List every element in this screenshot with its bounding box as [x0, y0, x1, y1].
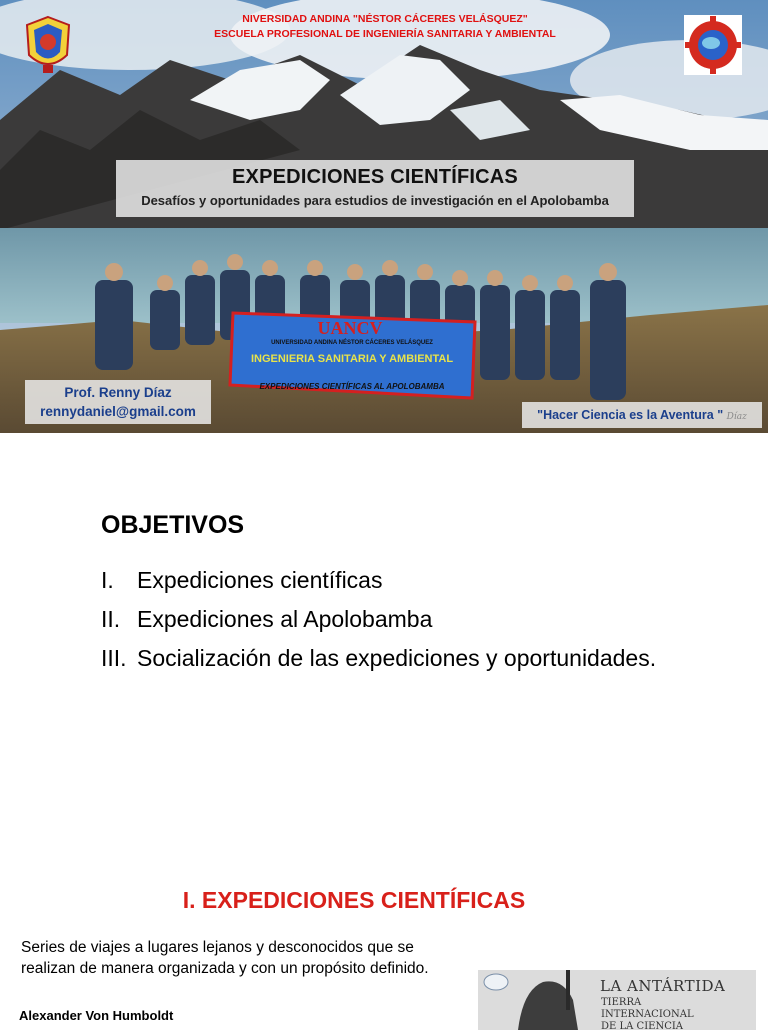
banner-university: UNIVERSIDAD ANDINA NÉSTOR CÁCERES VELÁSQUEZ — [271, 340, 433, 346]
school-name: ESCUELA PROFESIONAL DE INGENIERÍA SANITARIA Y AMBIENTAL — [214, 28, 556, 40]
list-item-number: II. — [101, 606, 121, 632]
motto-text: "Hacer Ciencia es la Aventura " — [537, 408, 724, 422]
title-box — [116, 160, 634, 217]
banner-expeditions: EXPEDICIONES CIENTÍFICAS AL APOLOBAMBA — [259, 382, 445, 391]
list-item-number: I. — [101, 567, 114, 593]
objectives-title: OBJETIVOS — [101, 511, 245, 539]
book-subtitle-line: INTERNACIONAL — [601, 1009, 694, 1020]
list-item-number: III. — [101, 645, 127, 671]
objectives-list — [101, 566, 661, 683]
scientific-expeditions-slide — [0, 865, 768, 1032]
university-crest-icon — [25, 15, 71, 75]
title-slide — [0, 0, 768, 433]
section-title: I. EXPEDICIONES CIENTÍFICAS — [182, 887, 526, 913]
definition-text: Series de viajes a lugares lejanos y desconocidos que se realizan de manera organizada y con un propósito definido. — [21, 939, 429, 977]
banner-school: INGENIERIA SANITARIA Y AMBIENTAL — [250, 353, 454, 365]
motto-box — [522, 402, 762, 428]
book-subtitle-line: TIERRA — [601, 997, 642, 1008]
list-item — [101, 566, 661, 594]
antarctica-book-cover — [478, 970, 756, 1030]
author-name: Prof. Renny Díaz — [64, 385, 172, 400]
objectives-slide — [0, 433, 768, 865]
list-item-text: Expediciones científicas — [137, 567, 383, 593]
presentation-subtitle: Desafíos y oportunidades para estudios de investigación en el Apolobamba — [141, 193, 609, 208]
list-item-text: Socialización de las expediciones y oportunidades. — [137, 645, 657, 671]
author-box — [25, 380, 211, 424]
university-name: NIVERSIDAD ANDINA "NÉSTOR CÁCERES VELÁSQUEZ" — [242, 13, 528, 25]
presentation-title: EXPEDICIONES CIENTÍFICAS — [232, 166, 518, 188]
list-item — [101, 644, 661, 672]
university-header — [150, 12, 620, 42]
list-item — [101, 605, 661, 633]
author-email: rennydaniel@gmail.com — [40, 404, 196, 419]
book-title: LA ANTÁRTIDA — [600, 977, 726, 995]
banner-acronym: UANCV — [317, 318, 383, 338]
list-item-text: Expediciones al Apolobamba — [137, 606, 433, 632]
book-subtitle — [601, 997, 694, 1033]
explorer-name: Alexander Von Humboldt — [19, 1008, 174, 1023]
motto-signature: Díaz — [726, 412, 747, 422]
book-subtitle-line: DE LA CIENCIA — [601, 1021, 684, 1032]
engineering-gear-logo-icon — [684, 15, 742, 75]
